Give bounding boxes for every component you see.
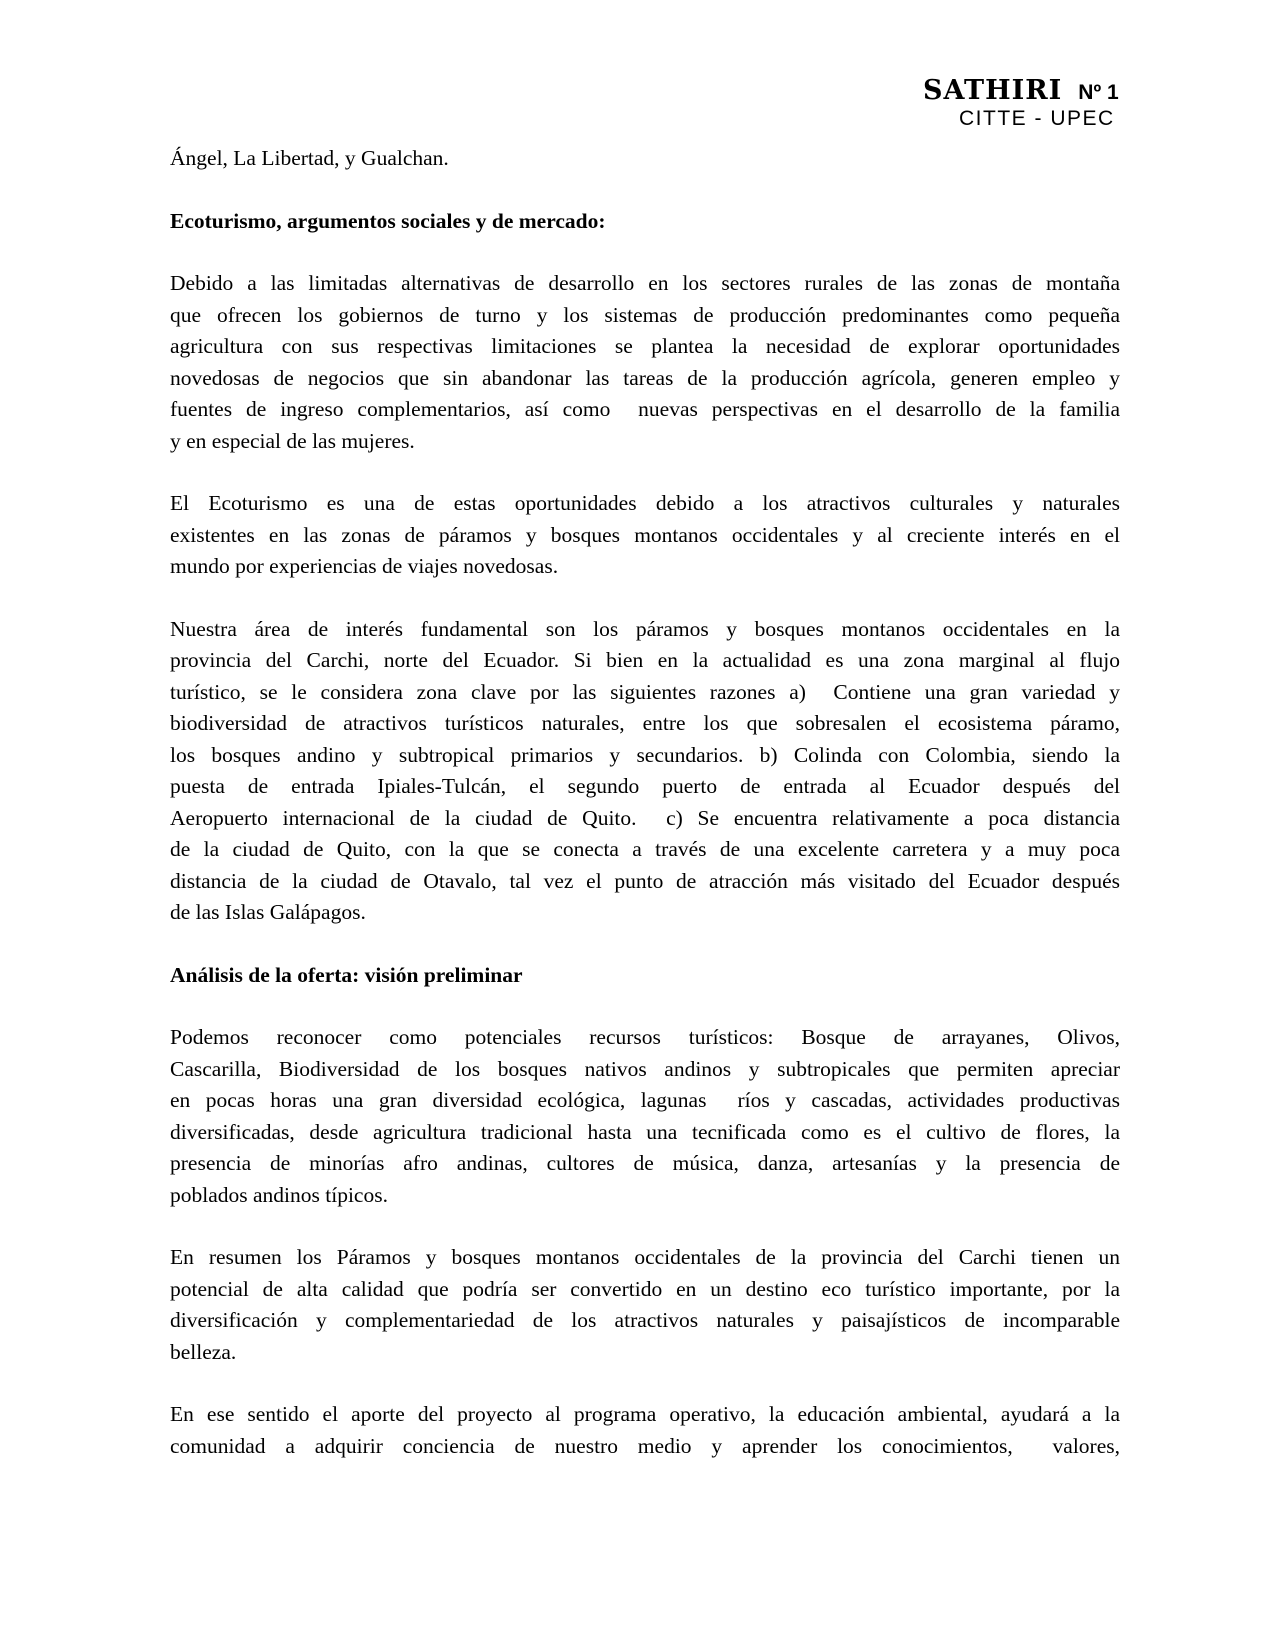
text-line: presencia de minorías afro andinas, cultores de música, danza, artesanías y la presencia de [170,1151,1120,1175]
text-line: belleza. [170,1339,237,1364]
document-body [170,143,1120,1462]
section-heading-analisis-oferta: Análisis de la oferta: visión preliminar [170,962,523,987]
text-line: potencial de alta calidad que podría ser convertido en un destino eco turístico importante, por la [170,1276,1120,1301]
text-line: provincia del Carchi, norte del Ecuador. Si bien en la actualidad es una zona marginal al flujo [170,648,1120,672]
text-line: diversificación y complementariedad de los atractivos naturales y paisajísticos de incomparable [170,1308,1120,1332]
paragraph-oferta-3 [170,1399,1120,1462]
paragraph-oferta-2 [170,1242,1120,1368]
text-line: poblados andinos típicos. [170,1182,388,1207]
paragraph-ecoturismo-3 [170,614,1120,929]
text-line: biodiversidad de atractivos turísticos naturales, entre los que sobresalen el ecosistema páramo, [170,711,1120,735]
text-line: novedosas de negocios que sin abandonar las tareas de la producción agrícola, generen empleo y [170,365,1120,390]
issue-number: Nº 1 [1078,81,1119,104]
text-line: en pocas horas una gran diversidad ecológica, lagunas ríos y cascadas, actividades productivas [170,1088,1120,1112]
text-line: fuentes de ingreso complementarios, así como nuevas perspectivas en el desarrollo de la familia [170,397,1120,421]
masthead-title-row [923,76,1119,106]
text-line: agricultura con sus respectivas limitaciones se plantea la necesidad de explorar oportunidades [170,334,1120,358]
text-line: de las Islas Galápagos. [170,900,366,924]
paragraph-ecoturismo-1 [170,268,1120,457]
paragraph-oferta-1 [170,1022,1120,1211]
text-line: Aeropuerto internacional de la ciudad de Quito. c) Se encuentra relativamente a poca distancia [170,805,1120,830]
journal-masthead [923,76,1119,131]
organization-name: CITTE - UPEC [959,107,1115,130]
section-heading-ecoturismo: Ecoturismo, argumentos sociales y de mercado: [170,208,606,233]
text-line: diversificadas, desde agricultura tradicional hasta una tecnificada como es el cultivo de flores, la [170,1119,1120,1144]
text-line: puesta de entrada Ipiales-Tulcán, el segundo puerto de entrada al Ecuador después del [170,774,1120,798]
text-line: comunidad a adquirir conciencia de nuestro medio y aprender los conocimientos, valores, [170,1433,1120,1458]
text-line: En ese sentido el aporte del proyecto al programa operativo, la educación ambiental, ayudará a la [170,1402,1120,1426]
text-line: Debido a las limitadas alternativas de desarrollo en los sectores rurales de las zonas de montaña [170,271,1120,295]
text-line: El Ecoturismo es una de estas oportunidades debido a los atractivos culturales y naturales [170,491,1120,515]
text-line: distancia de la ciudad de Otavalo, tal vez el punto de atracción más visitado del Ecuador después [170,868,1120,893]
text-line: Nuestra área de interés fundamental son los páramos y bosques montanos occidentales en la [170,616,1120,641]
text-line: Podemos reconocer como potenciales recursos turísticos: Bosque de arrayanes, Olivos, [170,1025,1120,1049]
text-line: turístico, se le considera zona clave por las siguientes razones a) Contiene una gran variedad y [170,679,1120,704]
journal-title: SATHIRI [923,75,1063,106]
text-line: mundo por experiencias de viajes novedosas. [170,554,559,578]
text-line: que ofrecen los gobiernos de turno y los sistemas de producción predominantes como pequeña [170,302,1120,327]
text-line: Cascarilla, Biodiversidad de los bosques nativos andinos y subtropicales que permiten apreciar [170,1056,1120,1081]
text-line: existentes en las zonas de páramos y bosques montanos occidentales y al creciente interés en el [170,522,1120,547]
text-line: En resumen los Páramos y bosques montanos occidentales de la provincia del Carchi tienen un [170,1245,1120,1269]
text-line: de la ciudad de Quito, con la que se conecta a través de una excelente carretera y a muy poca [170,837,1120,861]
paragraph-ecoturismo-2 [170,488,1120,583]
intro-line: Ángel, La Libertad, y Gualchan. [170,146,449,170]
text-line: y en especial de las mujeres. [170,428,415,453]
text-line: los bosques andino y subtropical primarios y secundarios. b) Colinda con Colombia, siendo la [170,742,1120,767]
